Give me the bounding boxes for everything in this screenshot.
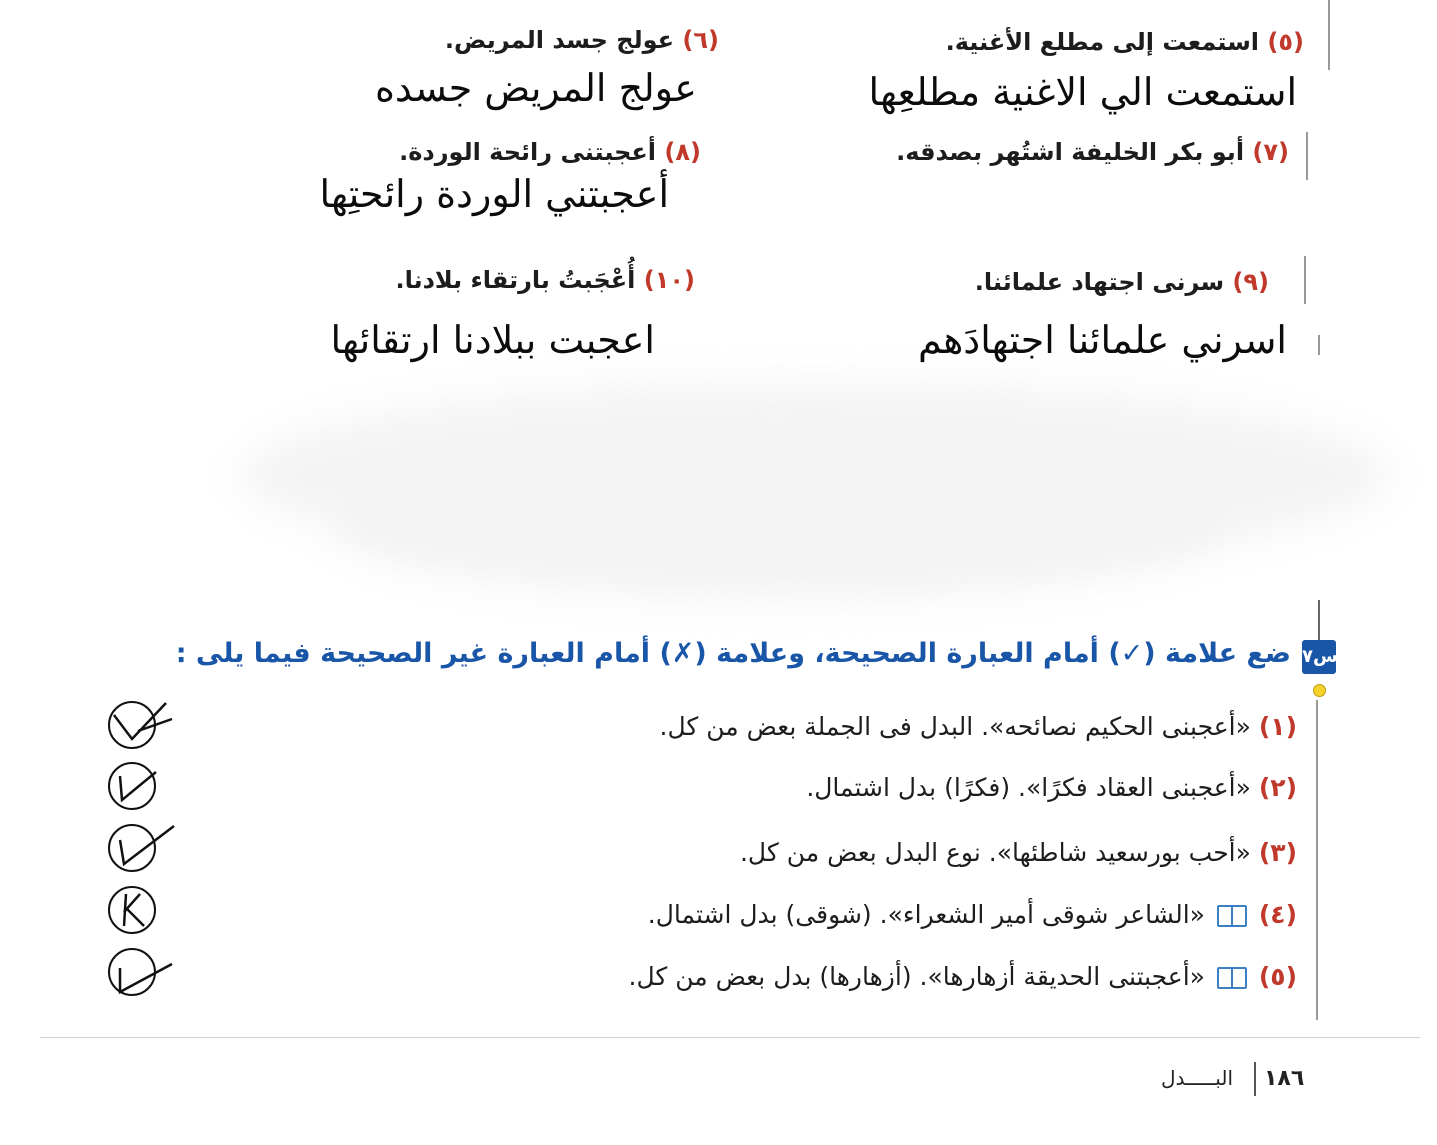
item-rule [1306,132,1308,180]
question-badge: س٧ [1302,640,1336,674]
exercise-item-7 [896,138,1289,166]
statement-number: (٣) [1258,838,1297,867]
item-rule [1328,0,1330,70]
cross-mark-icon [100,695,180,755]
handwritten-answer-6: عولج المريض جسده [374,66,697,110]
statement-2 [806,773,1297,802]
statement-number: (١) [1258,712,1297,741]
handwritten-answer-5: استمعت الي الاغنية مطلعِها [868,70,1297,114]
item-number: (٦) [682,26,719,54]
check-mark-icon [100,942,180,1002]
item-text: استمعت إلى مطلع الأغنية. [945,28,1260,56]
statement-number: (٥) [1258,962,1297,991]
statement-5 [629,962,1298,991]
statement-text: «أعجبنى العقاد فكرًا». (فكرًا) بدل اشتمال. [806,773,1251,802]
question-items-rule [1316,700,1318,1020]
item-text: سرنى اجتهاد علمائنا. [974,268,1225,296]
statement-number: (٢) [1258,773,1297,802]
exercise-item-10 [395,266,695,294]
bullet-dot [1313,684,1326,697]
item-rule [1304,256,1306,304]
item-text: أُعْجَبتُ بارتقاء بلادنا. [395,266,636,294]
question-heading: ضع علامة (✓) أمام العبارة الصحيحة، وعلامة (✗) أمام العبارة غير الصحيحة فيما يلى : [175,638,1291,669]
item-number: (١٠) [643,266,695,294]
statement-text: «أعجبنى الحكيم نصائحه». البدل فى الجملة بعض من كل. [659,712,1251,741]
exercise-item-9 [975,268,1269,296]
footer-separator [1254,1062,1256,1096]
statement-text: «أعجبتنى الحديقة أزهارها». (أزهارها) بدل بعض من كل. [628,962,1205,991]
statement-1 [660,712,1297,741]
page-number: ١٨٦ [1264,1066,1305,1091]
item-number: (٨) [664,138,701,166]
item-text: أبو بكر الخليفة اشتُهر بصدقه. [896,138,1245,166]
book-icon [1217,967,1247,989]
exercise-item-6 [445,26,719,54]
book-icon [1217,905,1247,927]
item-text: عولج جسد المريض. [444,26,675,54]
exercise-item-8 [399,138,701,166]
statement-text: «الشاعر شوقى أمير الشعراء». (شوقى) بدل اشتمال. [647,900,1205,929]
handwritten-answer-8: أعجبتني الوردة رائحتِها [319,172,669,216]
statement-3 [740,838,1297,867]
statement-number: (٤) [1258,900,1297,929]
exercise-item-5 [946,28,1304,56]
erased-smudge [330,450,1230,600]
footer-divider [40,1037,1420,1038]
check-mark-icon [100,756,180,816]
question-rule [1318,600,1320,640]
check-mark-icon [100,818,180,878]
item-number: (٥) [1267,28,1304,56]
item-number: (٩) [1232,268,1269,296]
chapter-title: البـــــدل [1160,1066,1233,1090]
handwritten-answer-10: اعجبت ببلادنا ارتقائها [330,318,655,362]
statement-4 [648,900,1297,929]
cross-mark-icon [100,880,180,940]
item-rule [1318,335,1320,355]
item-text: أعجبتنى رائحة الوردة. [399,138,657,166]
statement-text: «أحب بورسعيد شاطئها». نوع البدل بعض من كل. [739,838,1251,867]
handwritten-answer-9: اسرني علمائنا اجتهادَهم [917,318,1287,362]
item-number: (٧) [1252,138,1289,166]
